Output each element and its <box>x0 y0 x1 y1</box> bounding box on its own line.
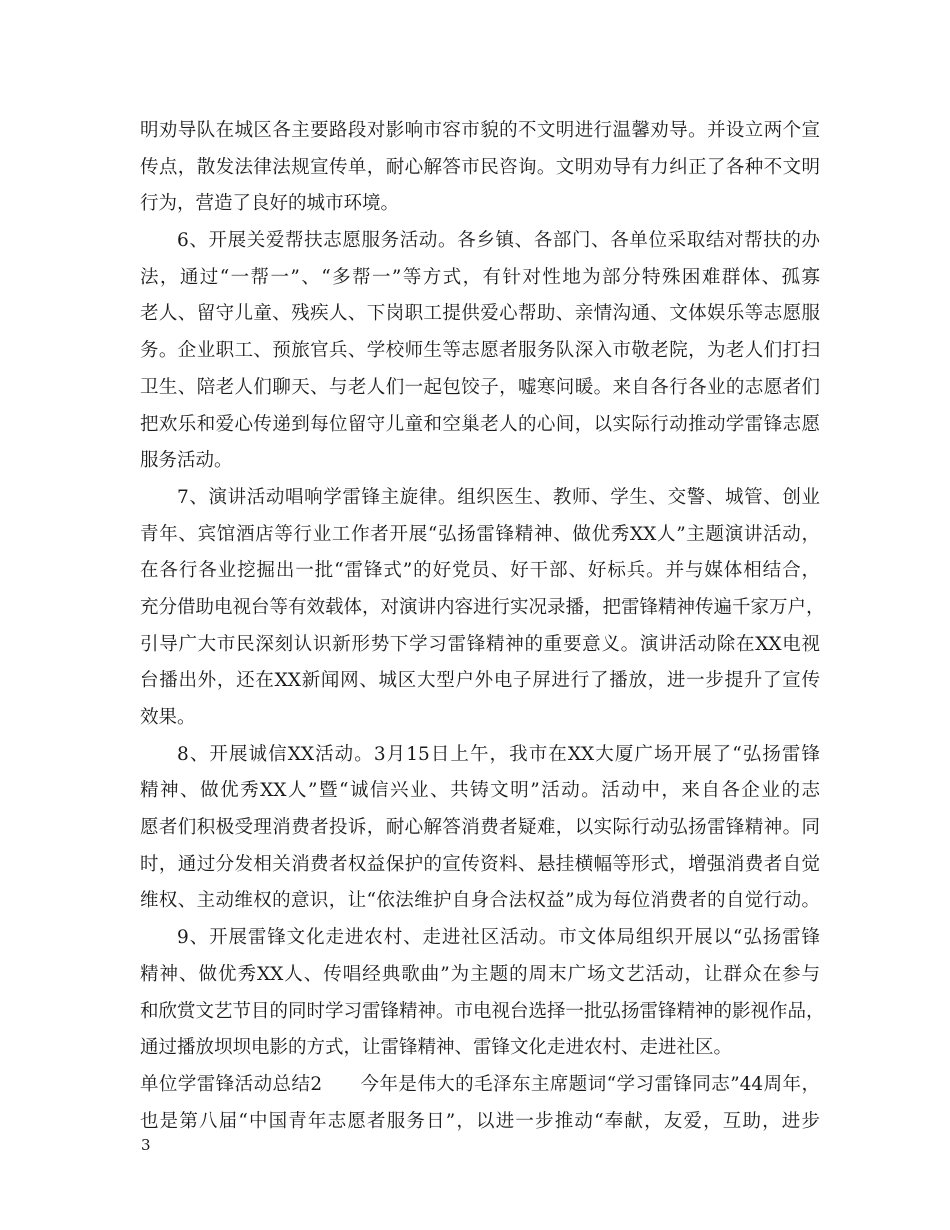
text-line: 维权、主动维权的意识，让“依法维护自身合法权益”成为每位消费者的自觉行动。 <box>140 890 820 912</box>
page-number: 3 <box>141 1136 151 1154</box>
text-line: 7、演讲活动唱响学雷锋主旋律。组织医生、教师、学生、交警、城管、创业 <box>177 486 820 508</box>
text-line: 引导广大市民深刻认识新形势下学习雷锋精神的重要意义。演讲活动除在XX电视 <box>140 633 820 655</box>
text-line: 也是第八届“中国青年志愿者服务日”，以进一步推动“奉献，友爱，互助，进步 <box>140 1110 820 1132</box>
text-line: 充分借助电视台等有效载体，对演讲内容进行实况录播，把雷锋精神传遍千家万户， <box>140 596 825 618</box>
body-text <box>140 113 825 1140</box>
text-line: 卫生、陪老人们聊天、与老人们一起包饺子，嘘寒问暖。来自各行各业的志愿者们 <box>140 376 820 398</box>
text-line: 服务活动。 <box>140 450 233 472</box>
text-line: 传点，散发法律法规宣传单，耐心解答市民咨询。文明劝导有力纠正了各种不文明 <box>140 156 820 178</box>
text-line: 精神、做优秀XX人、传唱经典歌曲”为主题的周末广场文艺活动，让群众在参与 <box>140 963 820 985</box>
text-line: 6、开展关爱帮扶志愿服务活动。各乡镇、各部门、各单位采取结对帮扶的办 <box>177 230 820 252</box>
text-line: 效果。 <box>140 707 196 728</box>
text-line: 通过播放坝坝电影的方式，让雷锋精神、雷锋文化走进农村、走进社区。 <box>140 1037 733 1059</box>
text-line: 和欣赏文艺节目的同时学习雷锋精神。市电视台选择一批弘扬雷锋精神的影视作品， <box>140 1000 825 1022</box>
text-line: 愿者们积极受理消费者投诉，耐心解答消费者疑难，以实际行动弘扬雷锋精神。同 <box>140 817 820 839</box>
text-line: 9、开展雷锋文化走进农村、走进社区活动。市文体局组织开展以“弘扬雷锋 <box>177 927 820 949</box>
text-line: 精神、做优秀XX人”暨“诚信兴业、共铸文明”活动。活动中，来自各企业的志 <box>140 780 820 802</box>
text-line: 务。企业职工、预旅官兵、学校师生等志愿者服务队深入市敬老院，为老人们打扫 <box>140 340 820 362</box>
text-line: 台播出外，还在XX新闻网、城区大型户外电子屏进行了播放，进一步提升了宣传 <box>140 670 820 692</box>
text-line: 单位学雷锋活动总结2 今年是伟大的毛泽东主席题词“学习雷锋同志”44周年， <box>140 1073 820 1095</box>
text-line: 法，通过“一帮一”、“多帮一”等方式，有针对性地为部分特殊困难群体、孤寡 <box>140 266 820 288</box>
text-line: 时，通过分发相关消费者权益保护的宣传资料、悬挂横幅等形式，增强消费者自觉 <box>140 853 820 875</box>
text-line: 行为，营造了良好的城市环境。 <box>140 193 400 215</box>
text-line: 明劝导队在城区各主要路段对影响市容市貌的不文明进行温馨劝导。并设立两个宣 <box>140 120 820 141</box>
text-line: 把欢乐和爱心传递到每位留守儿童和空巢老人的心间，以实际行动推动学雷锋志愿 <box>140 413 820 435</box>
text-line: 在各行各业挖掘出一批“雷锋式”的好党员、好干部、好标兵。并与媒体相结合， <box>140 560 820 582</box>
text-line: 8、开展诚信XX活动。3月15日上午，我市在XX大厦广场开展了“弘扬雷锋 <box>177 743 820 765</box>
text-line: 老人、留守儿童、残疾人、下岗职工提供爱心帮助、亲情沟通、文体娱乐等志愿服 <box>140 303 820 325</box>
text-line: 青年、宾馆酒店等行业工作者开展“弘扬雷锋精神、做优秀XX人”主题演讲活动， <box>140 523 820 545</box>
